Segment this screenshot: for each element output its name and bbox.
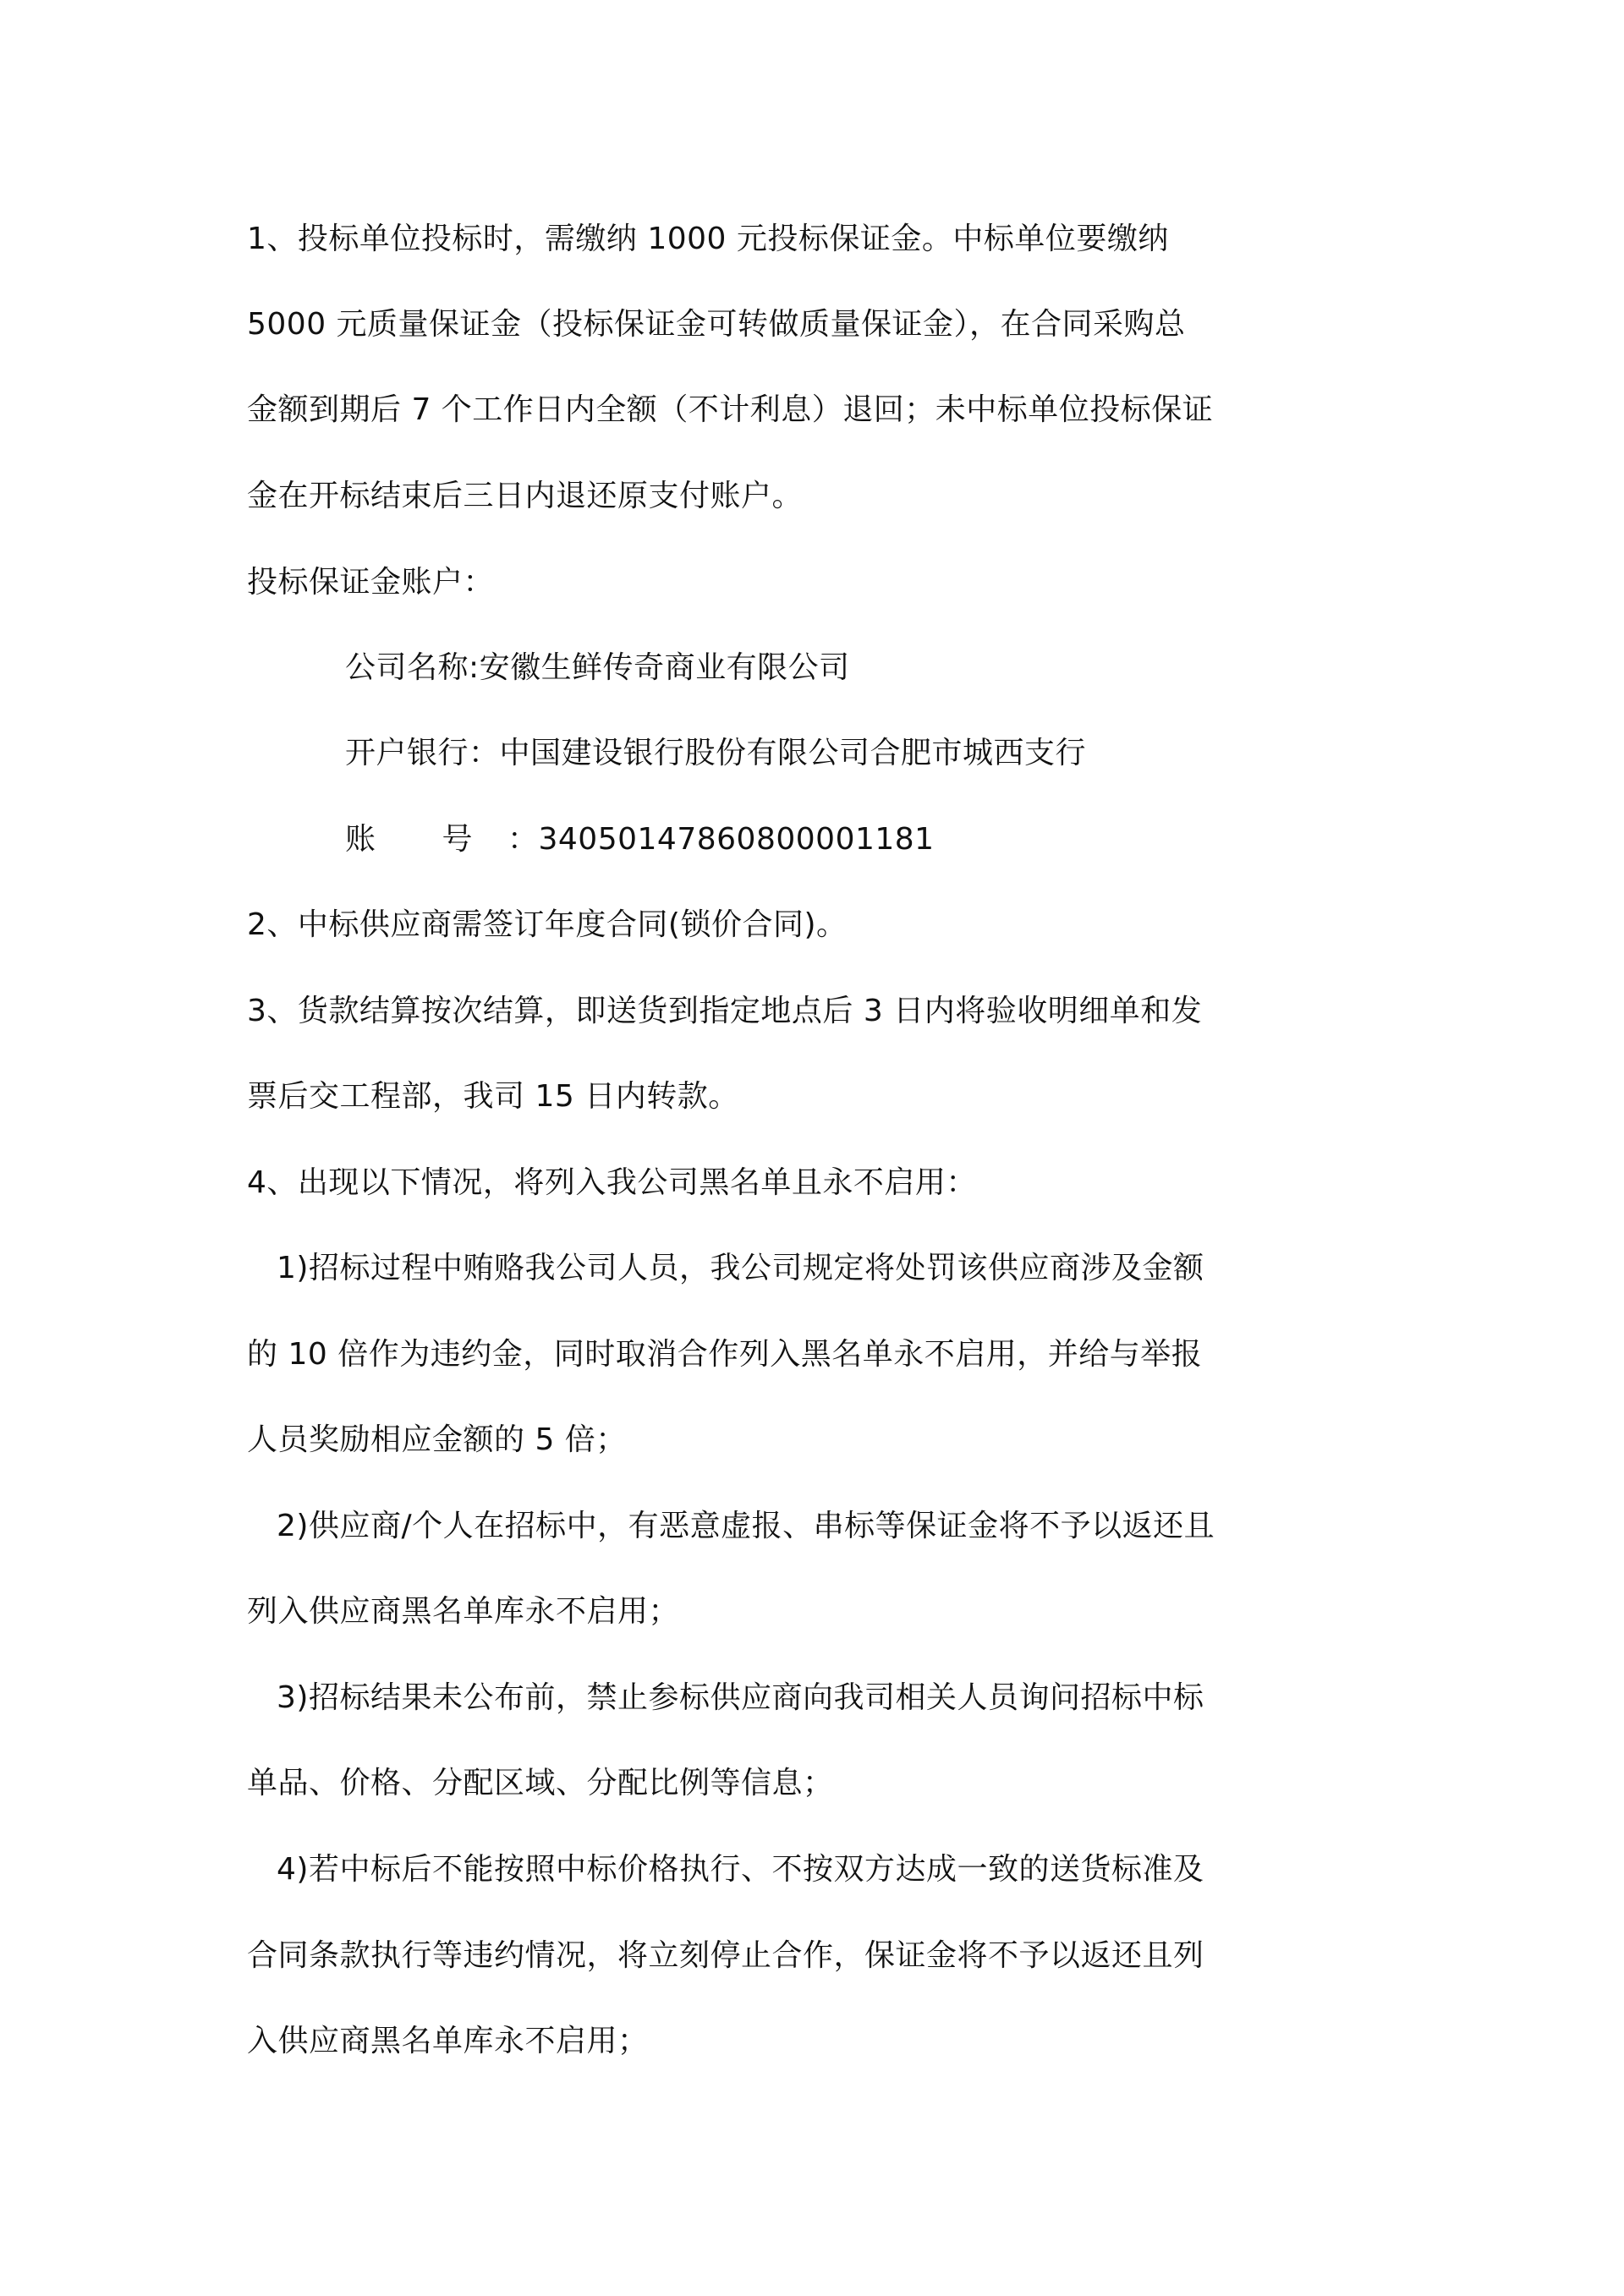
account-number-label: 账 号 [345,822,474,857]
section-1-line-1: 1、投标单位投标时，需缴纳 1000 元投标保证金。中标单位要缴纳 [247,222,1169,256]
section-1-line-3: 金额到期后 7 个工作日内全额（不计利息）退回；未中标单位投标保证 [247,392,1214,427]
item-4-line-2: 合同条款执行等违约情况，将立刻停止合作，保证金将不予以返还且列 [247,1938,1204,1973]
item-2-line-1: 2)供应商/个人在招标中，有恶意虚报、串标等保证金将不予以返还且 [277,1509,1215,1543]
section-2-line: 2、中标供应商需签订年度合同(锁价合同)。 [247,907,848,942]
item-4-line-3: 入供应商黑名单库永不启用； [247,2024,649,2058]
account-heading: 投标保证金账户： [247,565,495,600]
account-number-value: ：34050147860800001181 [508,822,935,857]
bank-line: 开户银行：中国建设银行股份有限公司合肥市城西支行 [345,736,1087,770]
section-4-heading: 4、出现以下情况，将列入我公司黑名单且永不启用： [247,1165,977,1200]
section-3-line-2: 票后交工程部，我司 15 日内转款。 [247,1079,739,1114]
section-1-line-4: 金在开标结束后三日内退还原支付账户。 [247,479,804,513]
section-1-line-2: 5000 元质量保证金（投标保证金可转做质量保证金），在合同采购总 [247,307,1186,342]
item-3-line-2: 单品、价格、分配区域、分配比例等信息； [247,1766,834,1800]
item-4-line-1: 4)若中标后不能按照中标价格执行、不按双方达成一致的送货标准及 [277,1852,1204,1887]
item-3-line-1: 3)招标结果未公布前，禁止参标供应商向我司相关人员询问招标中标 [277,1680,1204,1715]
item-2-line-2: 列入供应商黑名单库永不启用； [247,1594,680,1629]
item-1-line-1: 1)招标过程中贿赂我公司人员，我公司规定将处罚该供应商涉及金额 [277,1251,1204,1285]
item-1-line-3: 人员奖励相应金额的 5 倍； [247,1422,627,1457]
item-1-line-2: 的 10 倍作为违约金，同时取消合作列入黑名单永不启用，并给与举报 [247,1337,1203,1372]
company-name-line: 公司名称:安徽生鲜传奇商业有限公司 [345,650,850,685]
section-3-line-1: 3、货款结算按次结算，即送货到指定地点后 3 日内将验收明细单和发 [247,994,1203,1028]
account-number-line [345,819,935,861]
